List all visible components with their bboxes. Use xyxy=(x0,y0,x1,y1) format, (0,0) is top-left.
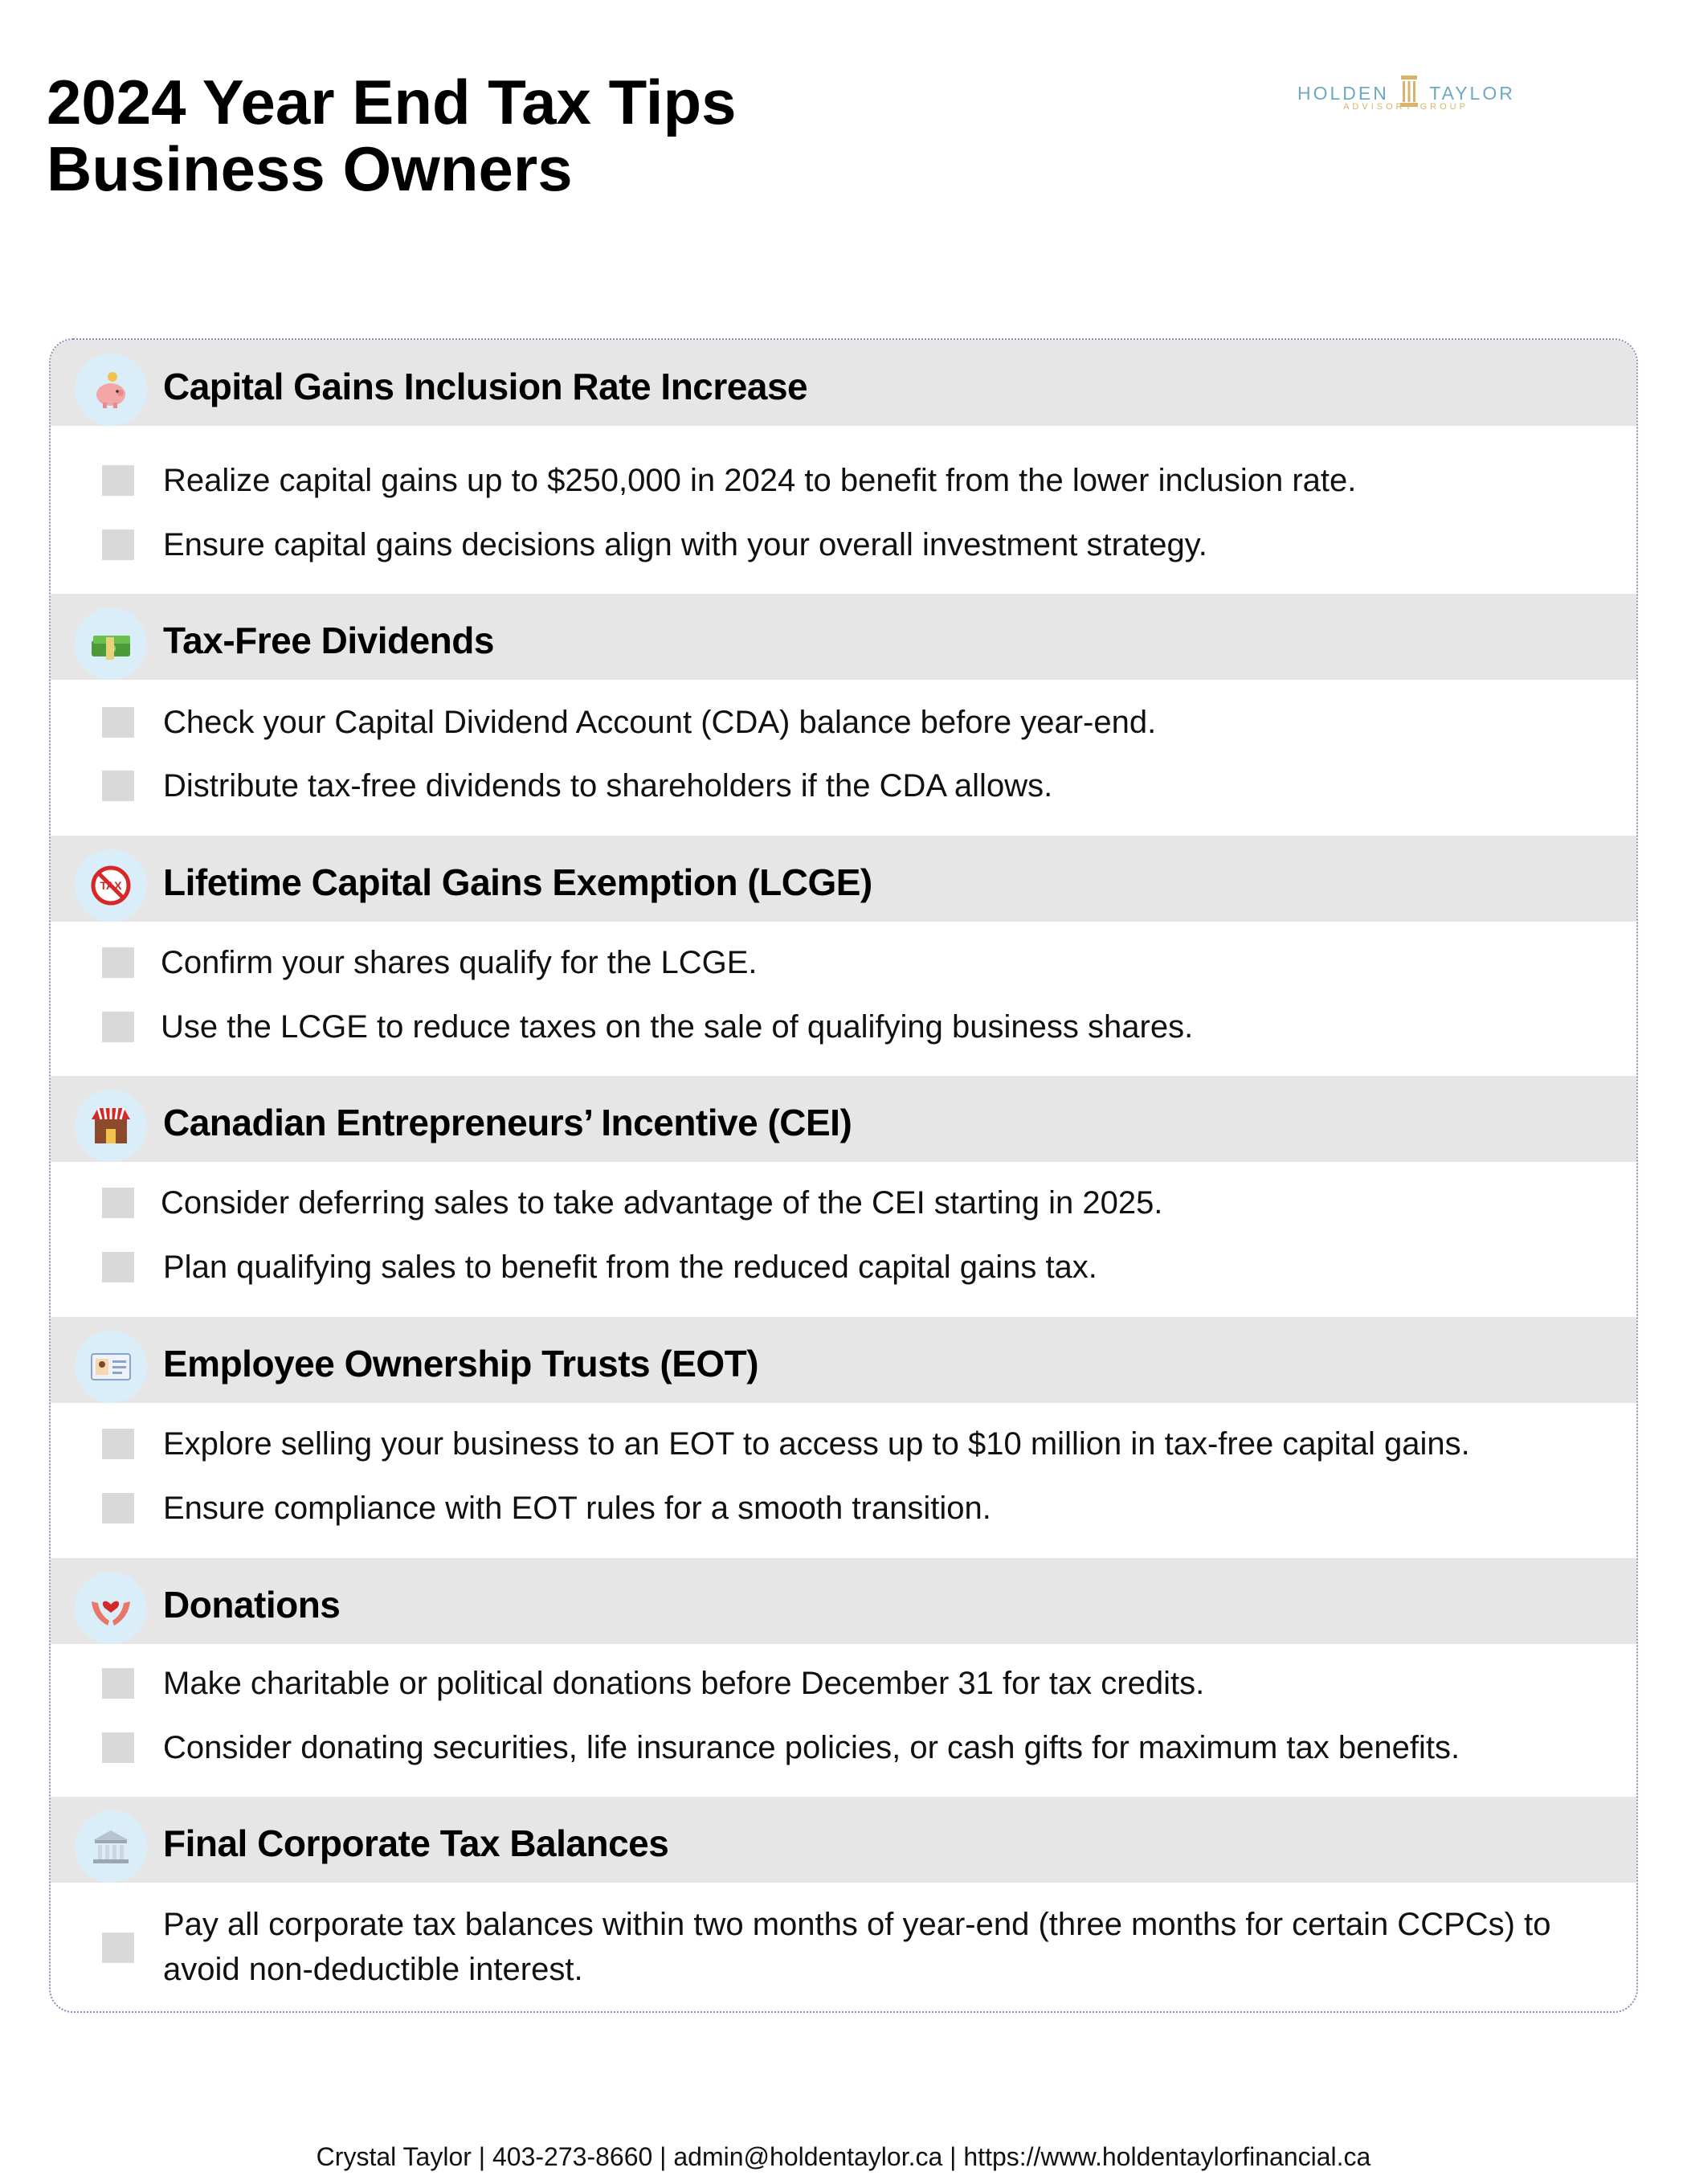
checkbox[interactable] xyxy=(102,1429,134,1459)
storefront-icon xyxy=(75,1090,147,1162)
id-card-icon xyxy=(75,1331,147,1403)
svg-text:TAX: TAX xyxy=(100,879,122,892)
logo-tagline: ADVISORY GROUP xyxy=(1343,102,1468,112)
checkbox[interactable] xyxy=(102,530,134,560)
title-line-1: 2024 Year End Tax Tips xyxy=(47,67,737,137)
item-text: Explore selling your business to an EOT to access up to $10 million in tax-free capital gains. xyxy=(163,1426,1470,1462)
item-text: Distribute tax-free dividends to shareholders if the CDA allows. xyxy=(163,768,1053,804)
item-text: Plan qualifying sales to benefit from the reduced capital gains tax. xyxy=(163,1249,1097,1285)
section-title: Lifetime Capital Gains Exemption (LCGE) xyxy=(163,861,872,903)
item-text: Use the LCGE to reduce taxes on the sale of qualifying business shares. xyxy=(161,1009,1194,1045)
title-line-2: Business Owners xyxy=(47,133,573,204)
section-title: Tax-Free Dividends xyxy=(163,620,494,661)
section-title: Final Corporate Tax Balances xyxy=(163,1822,669,1864)
checkbox[interactable] xyxy=(102,1188,134,1218)
item-text: Consider deferring sales to take advantage of the CEI starting in 2025. xyxy=(161,1185,1163,1221)
item-text: Ensure capital gains decisions align with your overall investment strategy. xyxy=(163,527,1207,562)
checkbox[interactable] xyxy=(102,1012,134,1042)
heart-hands-icon xyxy=(75,1572,147,1644)
checklist-card xyxy=(49,338,1638,2013)
section-header-capital-gains xyxy=(51,340,1636,426)
item-text: Make charitable or political donations before December 31 for tax credits. xyxy=(163,1666,1205,1701)
checkbox[interactable] xyxy=(102,1252,134,1282)
section-title: Employee Ownership Trusts (EOT) xyxy=(163,1343,759,1384)
piggy-bank-icon xyxy=(75,354,147,426)
item-text: Consider donating securities, life insurance policies, or cash gifts for maximum tax benefits. xyxy=(163,1730,1460,1765)
checkbox[interactable] xyxy=(102,465,134,496)
company-logo xyxy=(1297,53,1514,117)
money-stack-icon xyxy=(75,607,147,680)
checkbox[interactable] xyxy=(102,771,134,801)
item-text: Ensure compliance with EOT rules for a smooth transition. xyxy=(163,1491,991,1526)
checkbox[interactable] xyxy=(102,707,134,738)
section-header-cei xyxy=(51,1076,1636,1162)
section-header-donations xyxy=(51,1558,1636,1644)
section-title: Canadian Entrepreneurs’ Incentive (CEI) xyxy=(163,1102,852,1143)
checkbox[interactable] xyxy=(102,1493,134,1523)
item-text: Check your Capital Dividend Account (CDA) balance before year-end. xyxy=(163,705,1157,740)
logo-word-taylor: TAYLOR xyxy=(1429,83,1515,104)
section-title: Capital Gains Inclusion Rate Increase xyxy=(163,366,808,407)
no-tax-icon xyxy=(75,849,147,922)
footer-contact: Crystal Taylor | 403-273-8660 | admin@holdentaylor.ca | https://www.holdentaylorfinancial.ca xyxy=(316,2142,1371,2171)
logo-word-holden: HOLDEN xyxy=(1297,83,1389,104)
checkbox[interactable] xyxy=(102,1732,134,1763)
page-title xyxy=(47,69,737,202)
bank-building-icon xyxy=(75,1810,147,1883)
checkbox[interactable] xyxy=(102,947,134,978)
item-text: Pay all corporate tax balances within two months of year-end (three months for certain CCPCs) to avoid non-deductible interest. xyxy=(163,1907,1551,1987)
item-text: Realize capital gains up to $250,000 in 2024 to benefit from the lower inclusion rate. xyxy=(163,463,1357,498)
section-header-final-corporate-tax xyxy=(51,1797,1636,1883)
checkbox[interactable] xyxy=(102,1668,134,1699)
section-header-tax-free-dividends xyxy=(51,594,1636,680)
section-header-eot xyxy=(51,1317,1636,1403)
item-text: Confirm your shares qualify for the LCGE. xyxy=(161,945,758,980)
section-title: Donations xyxy=(163,1584,341,1626)
section-header-lcge xyxy=(51,836,1636,922)
checkbox[interactable] xyxy=(102,1932,134,1963)
